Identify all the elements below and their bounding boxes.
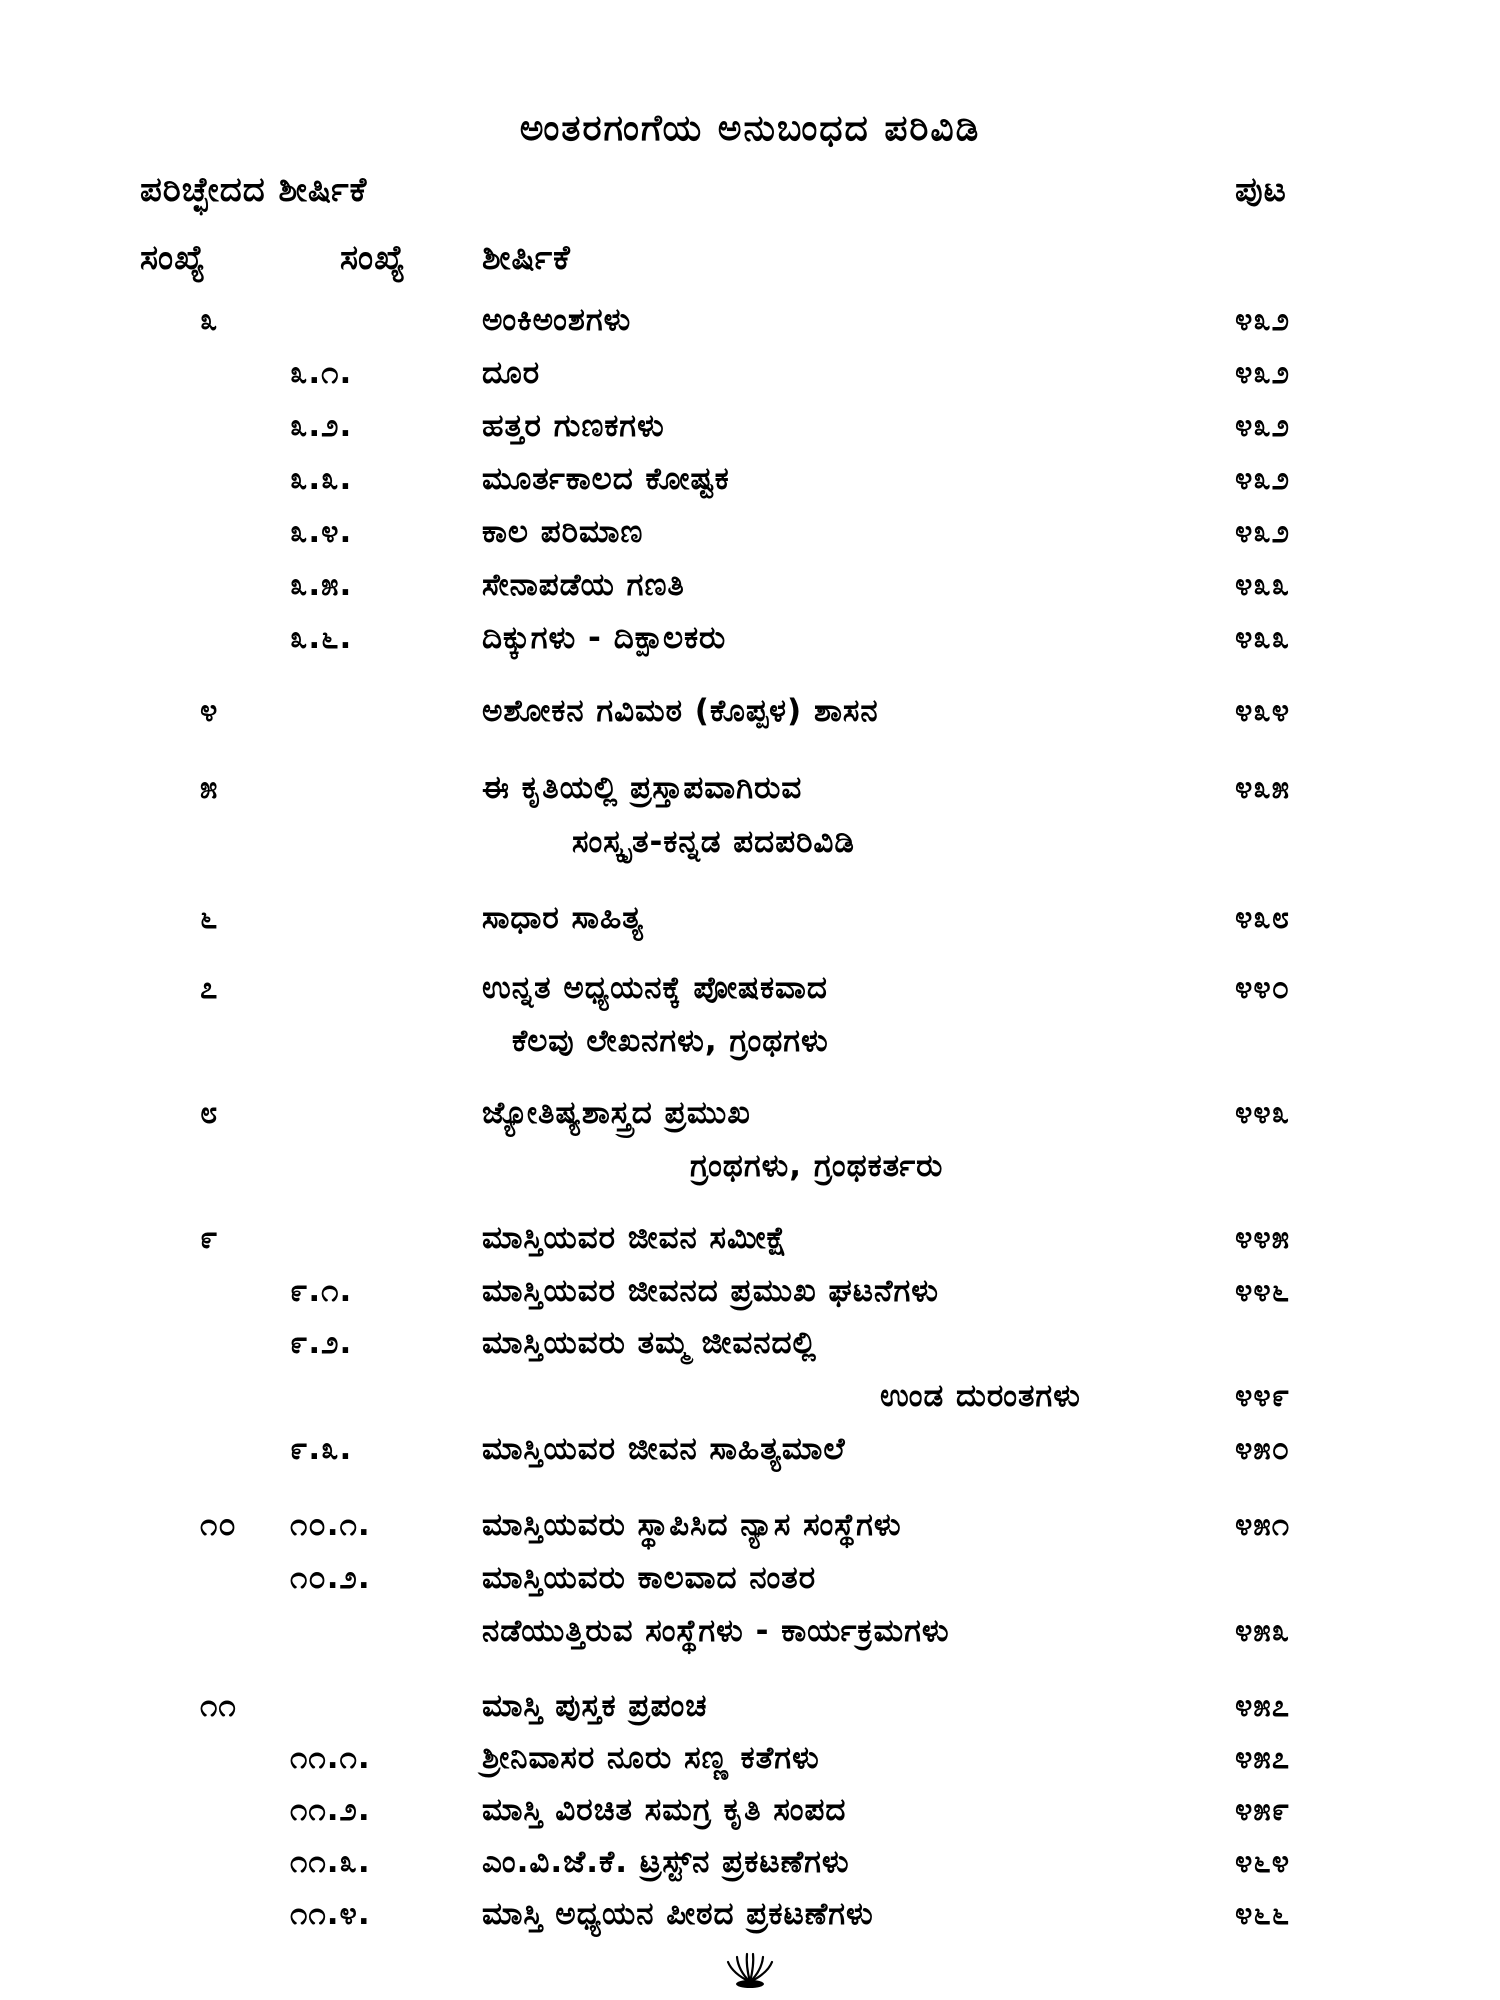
page-number: ೪೬೬ [1235, 1896, 1291, 1932]
toc-entry [0, 1273, 1500, 1317]
chapter-number: ೧೧ [200, 1688, 237, 1724]
toc-entry [0, 408, 1500, 452]
page-number: ೪೩೨ [1235, 408, 1291, 444]
toc-entry [0, 1507, 1500, 1551]
toc-entry [0, 1844, 1500, 1888]
section-number: ೧೧.೨. [290, 1792, 371, 1828]
page-number: ೪೪೩ [1235, 1095, 1291, 1131]
toc-entry [0, 1792, 1500, 1836]
page-number: ೪೬೪ [1235, 1844, 1291, 1880]
entry-title: ಉನ್ನತ ಅಧ್ಯಯನಕ್ಕೆ ಪೋಷಕವಾದ [482, 970, 828, 1006]
entry-title-continuation: ಉಂಡ ದುರಂತಗಳು [880, 1378, 1081, 1414]
chapter-number: ೬ [200, 900, 219, 936]
entry-title: ಎಂ.ವಿ.ಜೆ.ಕೆ. ಟ್ರಸ್ಟ್‌ನ ಪ್ರಕಟಣೆಗಳು [482, 1844, 850, 1880]
entry-title: ಮಾಸ್ತಿಯವರು ತಮ್ಮ ಜೀವನದಲ್ಲಿ [482, 1325, 817, 1361]
page-number: ೪೩೨ [1235, 461, 1291, 497]
entry-title: ದೂರ [482, 355, 541, 391]
chapter-number: ೯ [200, 1220, 219, 1256]
toc-entry [0, 567, 1500, 611]
entry-title: ಸಾಧಾರ ಸಾಹಿತ್ಯ [482, 900, 644, 936]
toc-entry [0, 355, 1500, 399]
section-number: ೩.೩. [290, 461, 353, 497]
toc-entry [0, 1740, 1500, 1784]
toc-entry [0, 620, 1500, 664]
entry-title: ಹತ್ತರ ಗುಣಕಗಳು [482, 408, 665, 444]
toc-entry [0, 970, 1500, 1014]
section-number: ೩.೪. [290, 514, 353, 550]
entry-title-continuation: ಸಂಸ್ಕೃತ-ಕನ್ನಡ ಪದಪರಿವಿಡಿ [572, 824, 855, 860]
header-number-chapter: ಸಂಖ್ಯೆ [140, 238, 206, 278]
header-page: ಪುಟ [1235, 170, 1287, 210]
entry-title: ಮಾಸ್ತಿಯವರ ಜೀವನ ಸಾಹಿತ್ಯಮಾಲೆ [482, 1431, 846, 1467]
chapter-number: ೭ [200, 970, 219, 1006]
page-number: ೪೫೯ [1235, 1792, 1291, 1828]
entry-title: ಮಾಸ್ತಿಯವರು ಸ್ಥಾಪಿಸಿದ ನ್ಯಾಸ ಸಂಸ್ಥೆಗಳು [482, 1507, 902, 1543]
header-chapter-title: ಪರಿಚ್ಛೇದದ ಶೀರ್ಷಿಕೆ [140, 170, 368, 210]
section-number: ೯.೧. [290, 1273, 353, 1309]
toc-entry [0, 1095, 1500, 1139]
section-number: ೩.೨. [290, 408, 353, 444]
entry-title: ದಿಕ್ಕುಗಳು - ದಿಕ್ಪಾಲಕರು [482, 620, 727, 656]
chapter-number: ೩ [200, 302, 219, 338]
page-number: ೪೪೬ [1235, 1273, 1291, 1309]
section-number: ೯.೩. [290, 1431, 353, 1467]
entry-title: ಮಾಸ್ತಿ ಅಧ್ಯಯನ ಪೀಠದ ಪ್ರಕಟಣೆಗಳು [482, 1896, 874, 1932]
section-number: ೩.೧. [290, 355, 353, 391]
page-number: ೪೪೫ [1235, 1220, 1291, 1256]
entry-title: ಅಂಕಿಅಂಶಗಳು [482, 302, 632, 338]
chapter-number: ೫ [200, 770, 219, 806]
section-number: ೧೦.೧. [290, 1507, 371, 1543]
page-number: ೪೩೮ [1235, 900, 1291, 936]
page-number: ೪೩೩ [1235, 620, 1291, 656]
toc-entry [0, 1896, 1500, 1940]
entry-title-continuation: ನಡೆಯುತ್ತಿರುವ ಸಂಸ್ಥೆಗಳು - ಕಾರ್ಯಕ್ರಮಗಳು [482, 1613, 950, 1649]
page-number: ೪೩೨ [1235, 514, 1291, 550]
entry-title: ಕಾಲ ಪರಿಮಾಣ [482, 514, 644, 550]
toc-entry [0, 514, 1500, 558]
toc-entry [0, 461, 1500, 505]
toc-entry [0, 302, 1500, 346]
entry-title-continuation: ಗ್ರಂಥಗಳು, ಗ್ರಂಥಕರ್ತರು [690, 1148, 944, 1184]
page-number: ೪೩೨ [1235, 355, 1291, 391]
page-number: ೪೩೩ [1235, 567, 1291, 603]
section-number: ೧೦.೨. [290, 1560, 371, 1596]
section-number: ೧೧.೩. [290, 1844, 371, 1880]
chapter-number: ೮ [200, 1095, 219, 1131]
header-number-section: ಸಂಖ್ಯೆ [340, 238, 406, 278]
section-number: ೩.೫. [290, 567, 353, 603]
entry-title: ಶ್ರೀನಿವಾಸರ ನೂರು ಸಣ್ಣ ಕತೆಗಳು [482, 1740, 820, 1776]
toc-entry [0, 1325, 1500, 1369]
entry-title-continuation: ಕೆಲವು ಲೇಖನಗಳು, ಗ್ರಂಥಗಳು [512, 1023, 829, 1059]
entry-title: ಮೂರ್ತಕಾಲದ ಕೋಷ್ಟಕ [482, 461, 730, 497]
section-number: ೧೧.೧. [290, 1740, 371, 1776]
page-number: ೪೩೪ [1235, 693, 1291, 729]
section-number: ೩.೬. [290, 620, 353, 656]
toc-entry [0, 1688, 1500, 1732]
entry-title: ಮಾಸ್ತಿಯವರ ಜೀವನ ಸಮೀಕ್ಷೆ [482, 1220, 788, 1256]
entry-title: ಮಾಸ್ತಿಯವರ ಜೀವನದ ಪ್ರಮುಖ ಘಟನೆಗಳು [482, 1273, 939, 1309]
decorative-ornament-icon [720, 1950, 780, 1990]
chapter-number: ೪ [200, 693, 219, 729]
page-number: ೪೩೫ [1235, 770, 1291, 806]
page-number: ೪೫೦ [1235, 1431, 1291, 1467]
toc-entry [0, 1431, 1500, 1475]
toc-entry [0, 770, 1500, 814]
page-number: ೪೪೦ [1235, 970, 1291, 1006]
toc-entry [0, 1220, 1500, 1264]
page-title: ಅಂತರಗಂಗೆಯ ಅನುಬಂಧದ ಪರಿವಿಡಿ [519, 108, 981, 149]
entry-title: ಮಾಸ್ತಿ ಪುಸ್ತಕ ಪ್ರಪಂಚ [482, 1688, 708, 1724]
section-number: ೯.೨. [290, 1325, 353, 1361]
chapter-number: ೧೦ [200, 1507, 237, 1543]
page-number: ೪೫೭ [1235, 1740, 1291, 1776]
toc-entry [0, 1560, 1500, 1604]
toc-entry-continuation-row [0, 1613, 1500, 1657]
page-number: ೪೫೭ [1235, 1688, 1291, 1724]
toc-entry [0, 900, 1500, 944]
page-number: ೪೪೯ [1235, 1378, 1291, 1414]
header-heading: ಶೀರ್ಷಿಕೆ [482, 238, 571, 278]
section-number: ೧೧.೪. [290, 1896, 371, 1932]
page-number: ೪೫೧ [1235, 1507, 1291, 1543]
entry-title: ಮಾಸ್ತಿ ವಿರಚಿತ ಸಮಗ್ರ ಕೃತಿ ಸಂಪದ [482, 1792, 847, 1828]
page-number: ೪೫೩ [1235, 1613, 1291, 1649]
entry-title: ಈ ಕೃತಿಯಲ್ಲಿ ಪ್ರಸ್ತಾಪವಾಗಿರುವ [482, 770, 803, 806]
entry-title: ಅಶೋಕನ ಗವಿಮಠ (ಕೊಪ್ಪಳ) ಶಾಸನ [482, 693, 879, 729]
toc-entry-continuation-row [0, 1378, 1500, 1422]
entry-title: ಸೇನಾಪಡೆಯ ಗಣತಿ [482, 567, 685, 603]
entry-title: ಮಾಸ್ತಿಯವರು ಕಾಲವಾದ ನಂತರ [482, 1560, 817, 1596]
entry-title: ಜ್ಯೋತಿಷ್ಯಶಾಸ್ತ್ರದ ಪ್ರಮುಖ [482, 1095, 751, 1131]
toc-entry [0, 693, 1500, 737]
page-number: ೪೩೨ [1235, 302, 1291, 338]
